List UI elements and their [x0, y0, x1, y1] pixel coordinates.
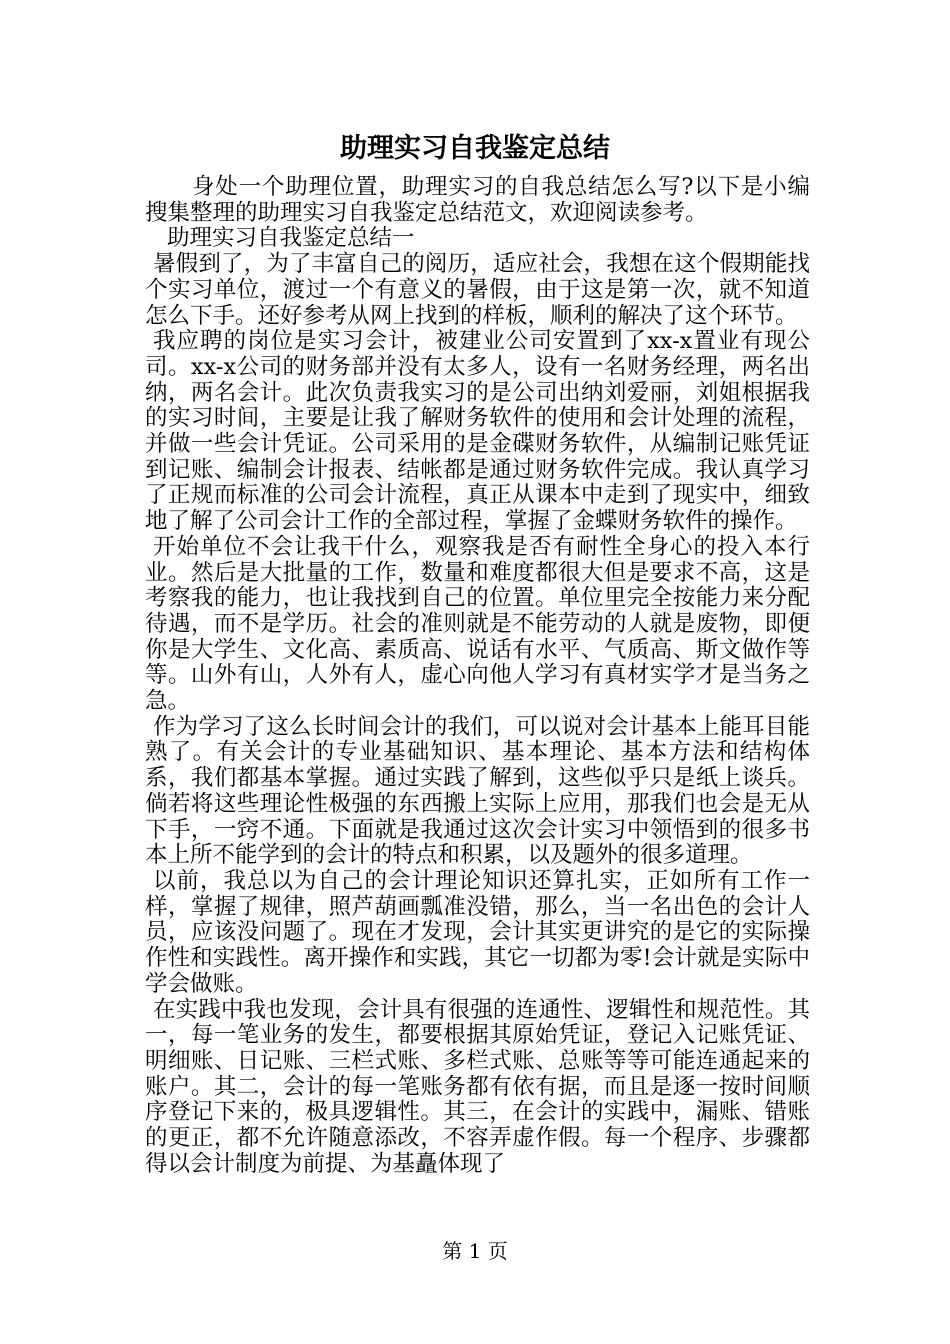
body-paragraph-1: 暑假到了，为了丰富自己的阅历，适应社会，我想在这个假期能找个实习单位，渡过一个有意义的暑假，由于这是第一次，就不知道怎么下手。还好参考从网上找到的样板，顺利的解决了这个环节。 [145, 251, 810, 329]
document-title: 助理实习自我鉴定总结 [340, 133, 610, 164]
body-paragraph-2: 我应聘的岗位是实习会计，被建业公司安置到了xx-x置业有现公司。xx-x公司的财务部并没有太多人，设有一名财务经理，两名出纳，两名会计。此次负责我实习的是公司出纳刘爱丽，刘姐根据我的实习时间，主要是让我了解财务软件的使用和会计处理的流程，并做一些会计凭证。公司采用的是金碟财务软件，从编制记账凭证到记账、编制会计报表、结帐都是通过财务软件完成。我认真学习了正规而标准的公司会计流程，真正从课本中走到了现实中，细致地了解了公司会计工作的全部过程，掌握了金蝶财务软件的操作。 [145, 328, 810, 535]
body-paragraph-6: 在实践中我也发现，会计具有很强的连通性、逻辑性和规范性。其一，每一笔业务的发生，都要根据其原始凭证，登记入记账凭证、明细账、日记账、三栏式账、多栏式账、总账等等可能连通起来的账户。其二，会计的每一笔账务都有依有据，而且是逐一按时间顺序登记下来的，极具逻辑性。其三，在会计的实践中，漏账、错账的更正，都不允许随意添改，不容弄虚作假。每一个程序、步骤都得以会计制度为前提、为基矗体现了 [145, 996, 810, 1177]
document-body [145, 175, 810, 1177]
body-paragraph-5: 以前，我总以为自己的会计理论知识还算扎实，正如所有工作一样，掌握了规律，照芦葫画瓢准没错，那么，当一名出色的会计人员，应该没问题了。现在才发现，会计其实更讲究的是它的实际操作性和实践性。离开操作和实践，其它一切都为零!会计就是实际中学会做账。 [145, 867, 810, 997]
page-number: 第 1 页 [442, 1239, 508, 1263]
body-paragraph-4: 作为学习了这么长时间会计的我们，可以说对会计基本上能耳目能熟了。有关会计的专业基础知识、基本理论、基本方法和结构体系，我们都基本掌握。通过实践了解到，这些似乎只是纸上谈兵。倘若将这些理论性极强的东西搬上实际上应用，那我们也会是无从下手，一窍不通。下面就是我通过这次会计实习中领悟到的很多书本上所不能学到的会计的特点和积累，以及题外的很多道理。 [145, 713, 810, 869]
intro-paragraph: 身处一个助理位置，助理实习的自我总结怎么写?以下是小编搜集整理的助理实习自我鉴定总结范文，欢迎阅读参考。 [145, 174, 810, 226]
body-paragraph-3: 开始单位不会让我干什么，观察我是否有耐性全身心的投入本行业。然后是大批量的工作，数量和难度都很大但是要求不高，这是考察我的能力，也让我找到自己的位置。单位里完全按能力来分配待遇，而不是学历。社会的准则就是不能劳动的人就是废物，即便你是大学生、文化高、素质高、说话有水平、气质高、斯文做作等等。山外有山，人外有人，虚心向他人学习有真材实学才是当务之急。 [145, 533, 810, 715]
section-heading: 助理实习自我鉴定总结一 [167, 225, 415, 252]
